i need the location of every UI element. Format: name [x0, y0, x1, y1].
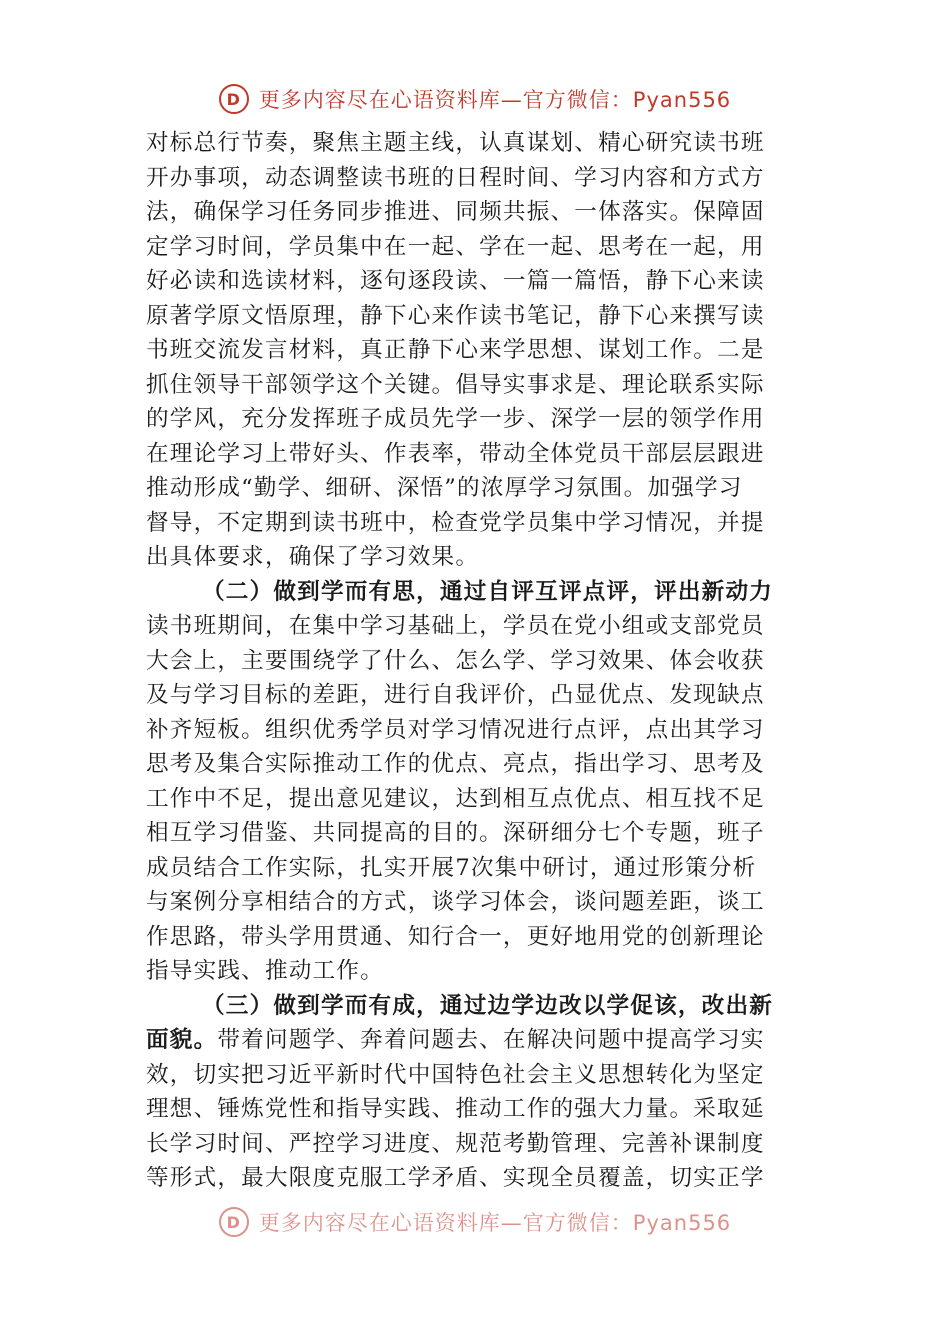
text-line: 定学习时间，学员集中在一起、学在一起、思考在一起，用 [146, 233, 765, 260]
text-line: 原著学原文悟原理，静下心来作读书笔记，静下心来撰写读 [146, 302, 765, 329]
text-line: 抓住领导干部领学这个关键。倡导实事求是、理论联系实际 [146, 371, 765, 398]
text-line: 在理论学习上带好头、作表率，带动全体党员干部层层跟进 [146, 440, 765, 467]
text-line: 与案例分享相结合的方式，谈学习体会，谈问题差距，谈工 [146, 889, 765, 915]
watermark-header [0, 84, 950, 114]
text-line: 大会上，主要围绕学了什么、怎么学、学习效果、体会收获 [146, 647, 765, 674]
text-line: 等形式，最大限度克服工学矛盾、实现全员覆盖，切实正学 [146, 1165, 765, 1191]
text-line: 读书班期间，在集中学习基础上，学员在党小组或支部党员 [146, 613, 765, 639]
text-line: 出具体要求，确保了学习效果。 [146, 544, 480, 570]
text-line: 工作中不足，提出意见建议，达到相互点优点、相互找不足 [146, 785, 765, 812]
text-line: 法，确保学习任务同步推进、同频共振、一体落实。保障固 [146, 199, 765, 225]
section-heading-3-end: 面貌。 [146, 1027, 218, 1053]
text-line: 长学习时间、严控学习进度、规范考勤管理、完善补课制度 [146, 1130, 765, 1157]
section-heading-2: （二）做到学而有思，通过自评互评点评，评出新动力 [202, 578, 774, 605]
text-line: 书班交流发言材料，真正静下心来学思想、谋划工作。二是 [146, 337, 765, 363]
text-line: 的学风，充分发挥班子成员先学一步、深学一层的领学作用 [146, 406, 765, 432]
text-line: 相互学习借鉴、共同提高的目的。深研细分七个专题，班子 [146, 820, 765, 846]
text-line: 开办事项，动态调整读书班的日程时间、学习内容和方式方 [146, 164, 765, 191]
text-line: 推动形成“勤学、细研、深悟”的浓厚学习氛围。加强学习 [146, 475, 743, 501]
text-line: 成员结合工作实际，扎实开展7次集中研讨，通过形策分析 [146, 854, 757, 881]
text-line: 及与学习目标的差距，进行自我评价，凸显优点、发现缺点 [146, 682, 765, 708]
text-line: 效，切实把习近平新时代中国特色社会主义思想转化为坚定 [146, 1061, 765, 1088]
watermark-footer [0, 1207, 950, 1237]
watermark-text: 更多内容尽在心语资料库—官方微信：Pyan556 [258, 1211, 732, 1235]
section-heading-3: （三）做到学而有成，通过边学边改以学促该，改出新 [202, 992, 774, 1019]
text-line: 理想、锤炼党性和指导实践、推动工作的强大力量。采取延 [146, 1096, 765, 1122]
text-line: 思考及集合实际推动工作的优点、亮点，指出学习、思考及 [146, 751, 765, 777]
text-fragment: 带着问题学、奔着问题去、在解决问题中提高学习实 [217, 1027, 765, 1053]
text-line: 对标总行节奏，聚焦主题主线，认真谋划、精心研究读书班 [146, 130, 765, 156]
text-line: 督导，不定期到读书班中，检查党学员集中学习情况，并提 [146, 509, 765, 536]
text-line: 补齐短板。组织优秀学员对学习情况进行点评，点出其学习 [146, 716, 765, 743]
watermark-text: 更多内容尽在心语资料库—官方微信：Pyan556 [258, 88, 732, 112]
text-line [146, 1023, 818, 1058]
text-line: 作思路，带头学用贯通、知行合一，更好地用党的创新理论 [146, 923, 765, 950]
document-body [146, 126, 818, 1196]
text-line: 好必读和选读材料，逐句逐段读、一篇一篇悟，静下心来读 [146, 268, 765, 294]
watermark-logo-icon: D [219, 84, 249, 114]
watermark-logo-icon: D [219, 1207, 249, 1237]
text-line: 指导实践、推动工作。 [146, 958, 384, 984]
